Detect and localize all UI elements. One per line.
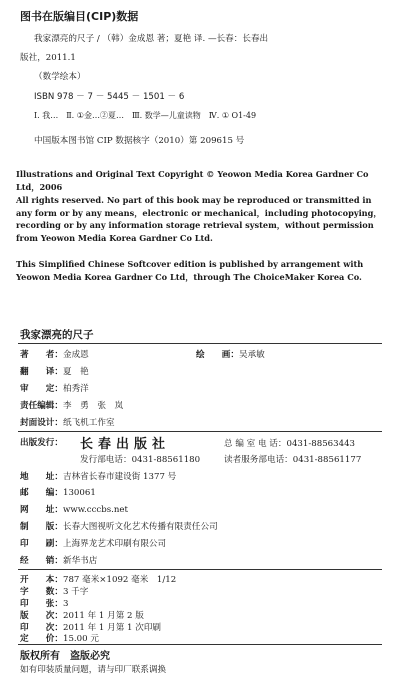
edition-row (20, 609, 144, 621)
translator-value: 夏 艳 (62, 367, 89, 377)
copyright-notice: 版权所有 盗版必究 (20, 651, 110, 662)
cover-design-value: 纸飞机工作室 (62, 418, 115, 428)
format-row (20, 573, 176, 585)
printing-value: 2011 年 1 月第 1 次印刷 (62, 623, 162, 633)
zip-row (20, 486, 96, 498)
reader-service-phone: 0431-88561177 (292, 455, 362, 465)
editorial-office-label: 总 编 室 电 话： (224, 439, 287, 449)
address-row (20, 470, 176, 482)
cip-record-number: 中国版本图书馆 CIP 数据核字（2010）第 209615 号 (34, 136, 245, 146)
edition-value: 2011 年 1 月第 2 版 (62, 611, 144, 621)
cip-line-1: 我家漂亮的尺子 / （韩）金成恩 著；夏艳 译. —长春：长春出 (34, 34, 269, 44)
cip-isbn: ISBN 978 － 7 － 5445 － 1501 － 6 (34, 92, 185, 102)
zip-value: 130061 (62, 488, 96, 498)
cip-line-2: 版社，2011.1 (20, 53, 76, 63)
cip-line-3: （数学绘本） (34, 72, 86, 82)
price-label: 定 价： (20, 634, 63, 644)
author-row (20, 348, 89, 360)
translator-row (20, 365, 89, 377)
copyright-statement: Illustrations and Original Text Copyright © Yeowon Media Korea Gardner Co Ltd，2006 (16, 169, 369, 192)
divider (18, 569, 382, 570)
word-count-value: 3 千字 (62, 587, 89, 597)
sales-dept-phone: 0431-88561180 (131, 455, 201, 465)
sales-dept-row (80, 453, 200, 465)
cip-heading: 图书在版编目(CIP)数据 (20, 10, 139, 23)
sales-dept-label: 发行部电话： (80, 455, 132, 465)
editors-value: 李 勇 张 岚 (62, 401, 124, 411)
divider (18, 343, 382, 344)
printer-value: 上海界龙艺术印刷有限公司 (62, 539, 167, 549)
sheets-value: 3 (62, 599, 69, 609)
website-row (20, 503, 128, 515)
publisher-row (20, 436, 63, 448)
book-title: 我家漂亮的尺子 (20, 329, 94, 341)
reader-service-row (224, 453, 361, 465)
sheets-label: 印 张： (20, 599, 63, 609)
word-count-row (20, 585, 88, 597)
reviewer-value: 柏秀洋 (62, 384, 89, 394)
publisher-label: 出版发行： (20, 438, 63, 448)
format-value: 787 毫米×1092 毫米 1/12 (62, 575, 177, 585)
quality-notice: 如有印装质量问题，请与印厂联系调换 (20, 665, 167, 675)
rights-reserved-statement: All rights reserved. No part of this book may be reproduced or transmitted in any form or by any means，electronic or mechanical，including photocopying，recording or by any information storage retrieval system，without permission from Yeowon Media Korea Gardner Co Ltd. (16, 195, 382, 243)
cover-design-label: 封面设计： (20, 418, 63, 428)
illustrator-value: 吴承敏 (238, 350, 265, 360)
price-value: 15.00 元 (62, 634, 99, 644)
printing-label: 印 次： (20, 623, 63, 633)
cover-design-row (20, 416, 115, 428)
distributor-value: 新华书店 (62, 556, 98, 566)
printer-label: 印 刷： (20, 539, 63, 549)
editorial-office-row (224, 437, 355, 449)
reviewer-label: 审 定： (20, 384, 63, 394)
editors-label: 责任编辑： (20, 401, 63, 411)
divider (18, 644, 382, 645)
plate-making-value: 长春大图视听文化艺术传播有限责任公司 (62, 522, 218, 532)
format-label: 开 本： (20, 575, 63, 585)
distributor-label: 经 销： (20, 556, 63, 566)
website-value: www.cccbs.net (62, 505, 128, 515)
publisher-logo: 长春出版社 (80, 437, 171, 452)
editors-row (20, 399, 123, 411)
illustrator-label: 绘 画： (196, 350, 239, 360)
reviewer-row (20, 382, 89, 394)
address-label: 地 址： (20, 472, 63, 482)
sheets-row (20, 597, 68, 609)
distributor-row (20, 554, 97, 566)
printer-row (20, 537, 166, 549)
divider (18, 431, 382, 432)
website-label: 网 址： (20, 505, 63, 515)
price-row (20, 632, 99, 644)
editorial-office-phone: 0431-88563443 (286, 439, 356, 449)
illustrator-row (196, 348, 265, 360)
author-value: 金成恩 (62, 350, 89, 360)
plate-making-row (20, 520, 218, 532)
edition-label: 版 次： (20, 611, 63, 621)
cip-classification: Ⅰ. 我… Ⅱ. ①金…②夏… Ⅲ. 数学—儿童读物 Ⅳ. ① O1-49 (34, 111, 257, 120)
zip-label: 邮 编： (20, 488, 63, 498)
reader-service-label: 读者服务部电话： (224, 455, 293, 465)
word-count-label: 字 数： (20, 587, 63, 597)
translator-label: 翻 译： (20, 367, 63, 377)
address-value: 吉林省长春市建设街 1377 号 (62, 472, 177, 482)
edition-arrangement-statement: This Simplified Chinese Softcover edition is published by arrangement with Yeowon Media Korea Gardner Co Ltd，through The ChoiceMaker Korea Co. (16, 259, 364, 282)
author-label: 著 者： (20, 350, 63, 360)
plate-making-label: 制 版： (20, 522, 63, 532)
